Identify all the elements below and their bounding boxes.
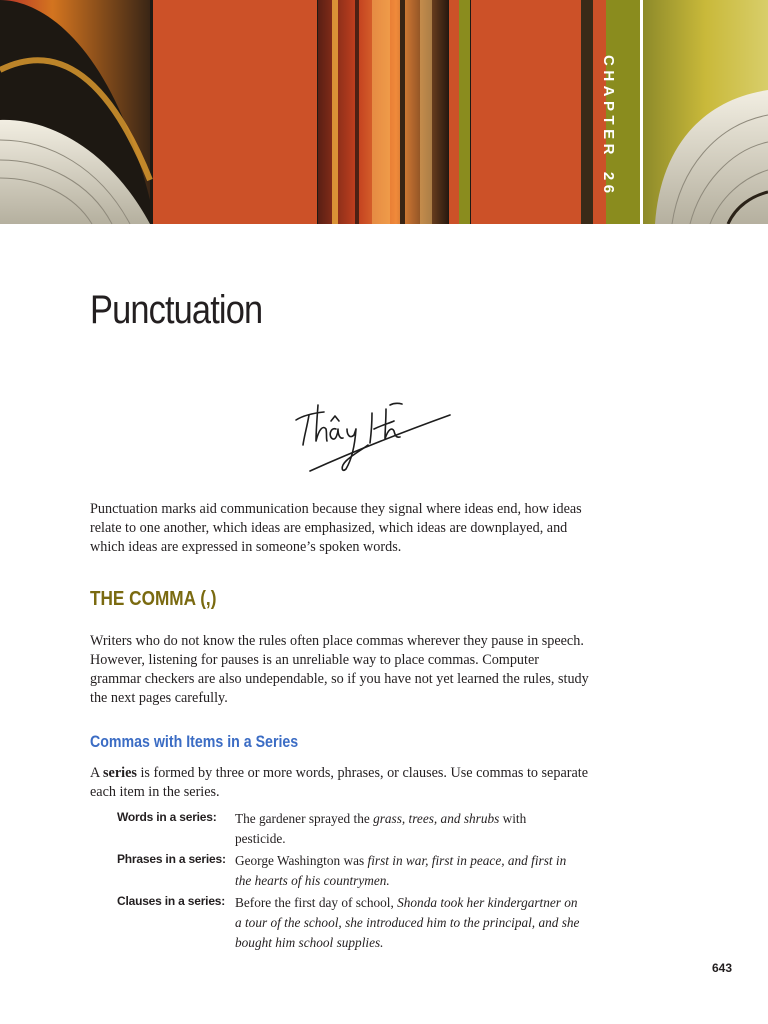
series-term: series xyxy=(103,765,137,781)
series-paragraph xyxy=(90,764,590,802)
example-text-italic: grass, trees, and shrubs xyxy=(373,811,500,826)
example-text-before: Before the first day of school, xyxy=(235,895,398,910)
page-title: Punctuation xyxy=(90,288,263,332)
example-text-italic: Shonda took her kindergartner on a tour of the school, she introduced him to the principal, and she bought him school supplies. xyxy=(235,895,580,950)
example-label: Words in a series: xyxy=(117,810,217,824)
page-number: 643 xyxy=(712,961,733,975)
series-para-end: is formed by three or more words, phrases, or clauses. Use commas to separate each item in the series. xyxy=(90,765,589,800)
example-label: Phrases in a series: xyxy=(117,852,226,866)
comma-paragraph: Writers who do not know the rules often place commas wherever they pause in speech. However, listening for pauses is an unreliable way to place commas. Computer grammar checkers are also undependable, so if you have not yet learned the rules, study the next pages carefully. xyxy=(90,633,589,706)
example-label: Clauses in a series: xyxy=(117,894,226,908)
handwritten-signature xyxy=(290,385,460,480)
example-text xyxy=(235,809,580,849)
chapter-word: CHAPTER xyxy=(600,55,617,160)
example-text-before: George Washington was xyxy=(235,853,368,868)
example-text xyxy=(235,893,580,953)
series-para-start: A xyxy=(90,765,104,781)
chapter-tab-label xyxy=(600,55,617,198)
chapter-banner xyxy=(0,0,768,224)
example-text xyxy=(235,851,580,891)
example-text-before: The gardener sprayed the xyxy=(235,811,374,826)
intro-paragraph: Punctuation marks aid communication because they signal where ideas end, how ideas relate to one another, which ideas are emphasized, which ideas are downplayed, and which ideas are expressed in someone’s spoken words. xyxy=(90,501,582,555)
book-pages-photo xyxy=(0,0,768,224)
section-heading-comma: THE COMMA (,) xyxy=(90,588,217,610)
example-text-italic: first in war, first in peace, and first in the hearts of his countrymen. xyxy=(235,853,567,888)
chapter-number: 26 xyxy=(600,171,617,198)
example-text-after: with pesticide. xyxy=(235,811,527,846)
subsection-heading-series: Commas with Items in a Series xyxy=(90,733,299,751)
